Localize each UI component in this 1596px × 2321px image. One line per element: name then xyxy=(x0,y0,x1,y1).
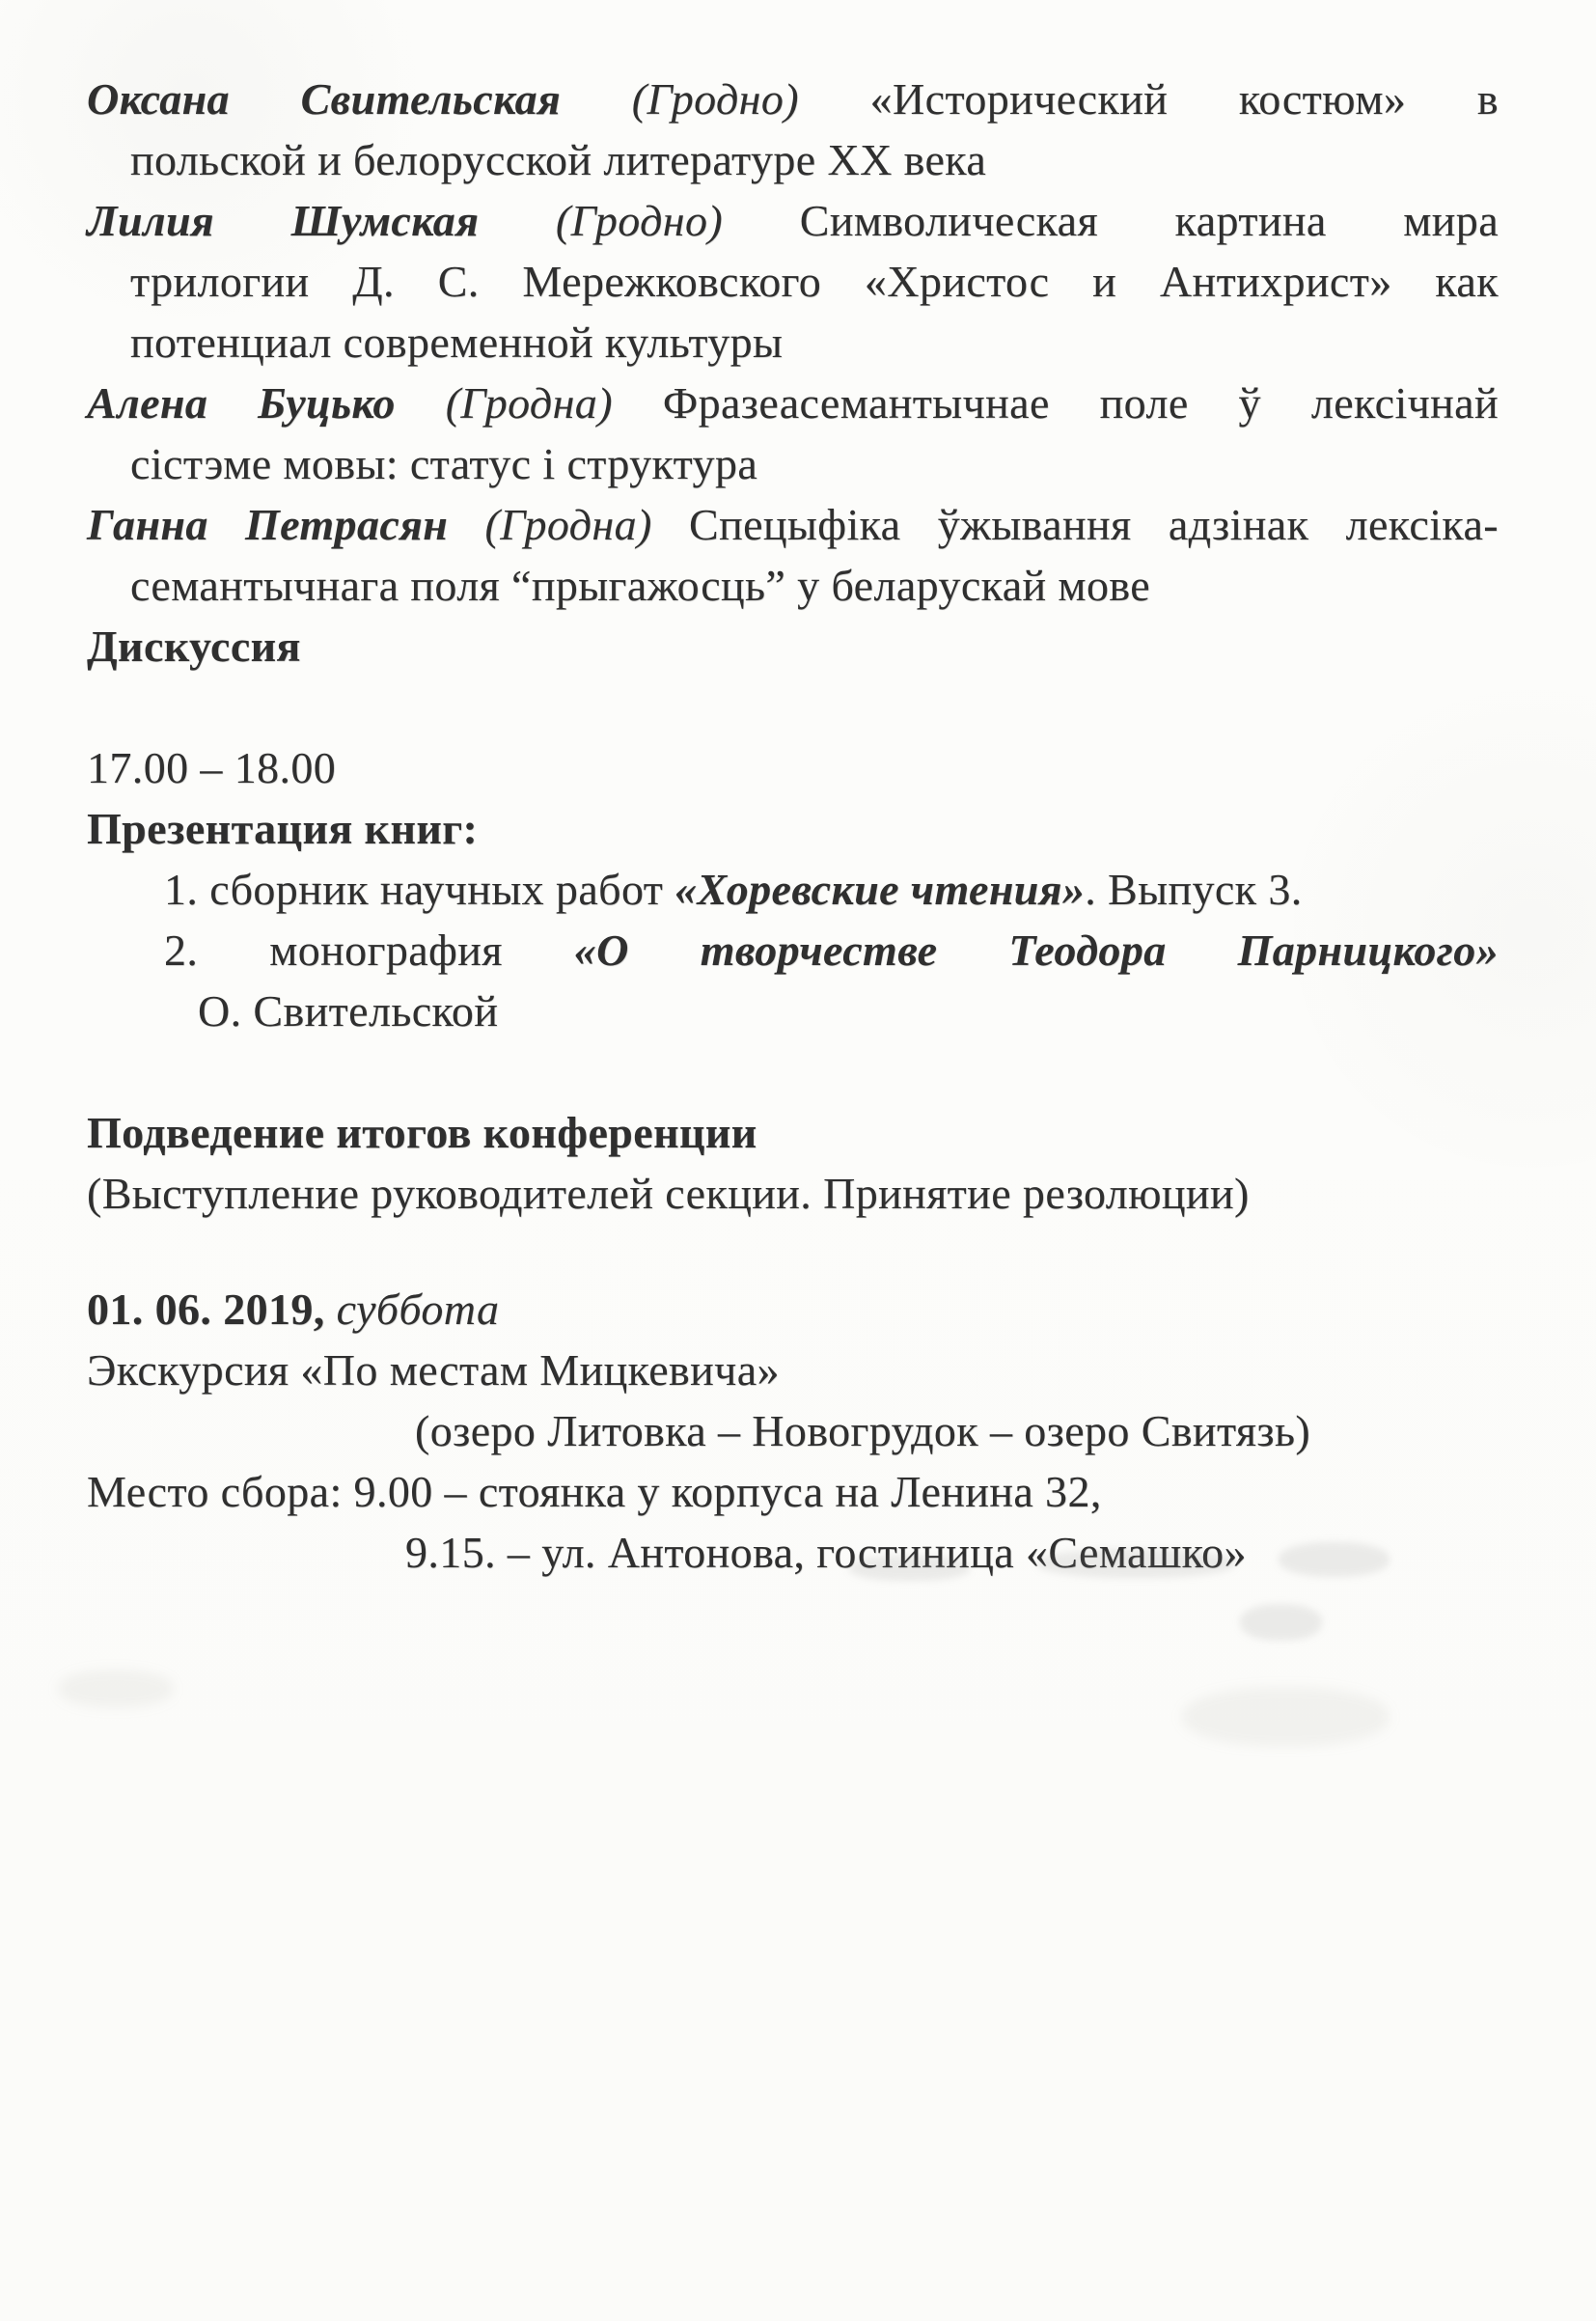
talk-title-part: сістэме мовы: статус і структура xyxy=(130,439,758,488)
talk-title-part: потенциал современной культуры xyxy=(130,318,784,367)
heading-text: Дискуссия xyxy=(87,622,301,671)
books-heading xyxy=(87,799,478,859)
book-item-text: 1. сборник научных работ xyxy=(164,865,675,914)
scan-bleed-artifact xyxy=(1240,1604,1322,1641)
meeting-point-text: Место сбора: 9.00 – стоянка у корпуса на Ленина 32, xyxy=(87,1467,1102,1516)
talk2-line3 xyxy=(130,313,783,373)
speaker-name: Лилия Шумская xyxy=(87,196,480,245)
talk3-line1 xyxy=(87,373,1499,433)
speaker-name: Алена Буцько xyxy=(87,378,396,428)
talk1-line1 xyxy=(87,69,1499,129)
book-2-author xyxy=(198,981,498,1041)
speaker-city: (Гродна) xyxy=(445,378,613,428)
speaker-city: (Гродно) xyxy=(631,74,799,124)
talk-title-part: Символическая картина мира xyxy=(799,196,1500,245)
book-item-2 xyxy=(164,921,1499,981)
meeting-point-line-1 xyxy=(87,1462,1102,1522)
speaker-name: Ганна Петрасян xyxy=(87,500,449,549)
excursion-day: суббота xyxy=(336,1285,500,1334)
heading-text: Презентация книг: xyxy=(87,804,479,853)
talk-title-part: польской и белорусской литературе XX века xyxy=(130,135,987,184)
speaker-name: Оксана Свительская xyxy=(87,74,562,124)
book-title: «Хоревские чтения» xyxy=(674,865,1086,914)
author-text: О. Свительской xyxy=(198,986,499,1036)
excursion-route xyxy=(415,1401,1310,1461)
scan-bleed-artifact xyxy=(849,1556,970,1581)
summary-note xyxy=(87,1164,1250,1224)
scan-bleed-artifact xyxy=(1037,1549,1235,1578)
talk-title-part: Фразеасемантычнае поле ў лексічнай xyxy=(662,378,1500,428)
time-slot xyxy=(87,738,336,798)
excursion-route-text: (озеро Литовка – Новогрудок – озеро Свитязь) xyxy=(415,1406,1311,1455)
scan-bleed-artifact xyxy=(58,1670,174,1708)
talk-title-part: «Исторический костюм» в xyxy=(869,74,1499,124)
talk4-line1 xyxy=(87,495,1499,555)
talk2-line2 xyxy=(130,252,1499,312)
scan-bleed-artifact xyxy=(1182,1687,1390,1747)
excursion-date: 01. 06. 2019, xyxy=(87,1285,325,1334)
speaker-city: (Гродна) xyxy=(484,500,652,549)
speaker-city: (Гродно) xyxy=(555,196,724,245)
talk1-line2 xyxy=(130,130,986,190)
talk3-line2 xyxy=(130,434,757,494)
book-item-text: . Выпуск 3. xyxy=(1085,865,1303,914)
talk2-line1 xyxy=(87,191,1499,251)
talk-title-part: Спецыфіка ўжывання адзінак лексіка- xyxy=(689,500,1499,549)
excursion-title-text: Экскурсия «По местам Мицкевича» xyxy=(87,1345,780,1395)
book-item-text: 2. монография xyxy=(164,926,574,975)
excursion-title xyxy=(87,1340,780,1400)
discussion-heading xyxy=(87,617,301,677)
meeting-point-text: 9.15. – ул. Антонова, гостиница «Семашко» xyxy=(405,1528,1247,1577)
heading-text: Подведение итогов конференции xyxy=(87,1108,757,1157)
talk-title-part: семантычнага поля “прыгажосць” у беларускай мове xyxy=(130,561,1151,610)
time-range: 17.00 – 18.00 xyxy=(87,743,337,792)
talk-title-part: трилогии Д. С. Мережковского «Христос и Антихрист» как xyxy=(130,257,1499,306)
book-item-1 xyxy=(164,860,1303,920)
excursion-date-line xyxy=(87,1280,499,1340)
talk4-line2 xyxy=(130,556,1150,616)
book-title: «О творчестве Теодора Парницкого» xyxy=(573,926,1499,975)
note-text: (Выступление руководителей секции. Принятие резолюции) xyxy=(87,1169,1250,1218)
scan-bleed-artifact xyxy=(1279,1542,1390,1577)
summary-heading xyxy=(87,1103,757,1163)
